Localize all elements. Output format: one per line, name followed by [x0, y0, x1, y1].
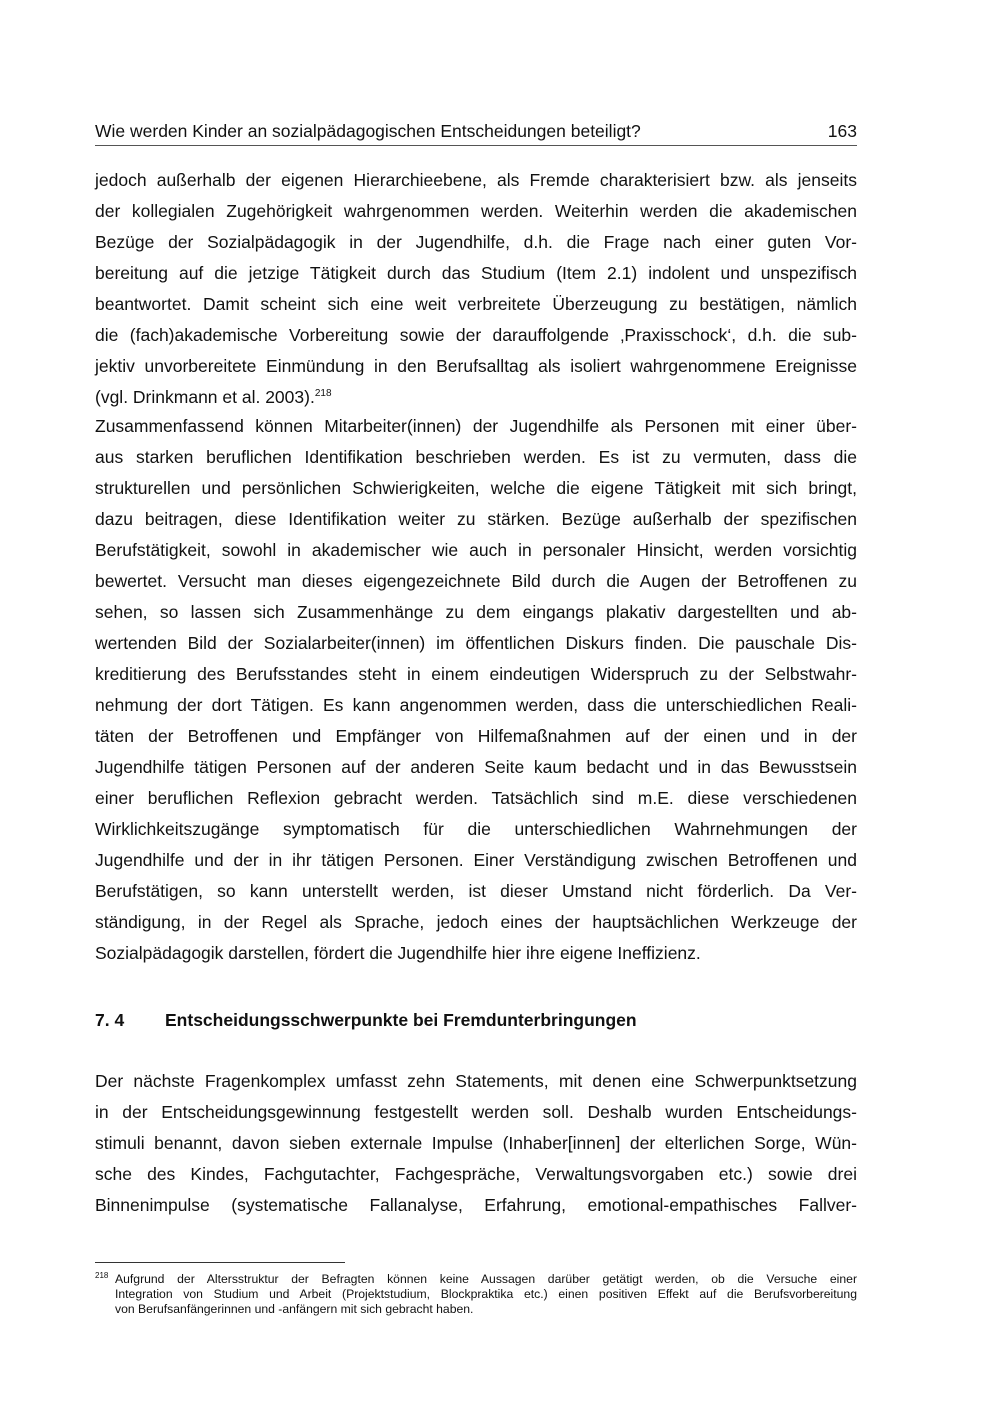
text-line: Sozialpädagogik darstellen, fördert die Jugendhilfe hier ihre eigene Ineffizienz.	[95, 943, 701, 963]
text-line: Binnenimpulse (systematische Fallanalyse, Erfahrung, emotional-empathisches Fallver-	[95, 1195, 857, 1215]
footnote-text	[115, 1272, 857, 1317]
text-line: beantwortet. Damit scheint sich eine weit verbreitete Überzeugung zu bestätigen, nämlich	[95, 294, 857, 314]
footnote-number: 218	[95, 1271, 109, 1280]
text-line: nehmung der dort Tätigen. Es kann angenommen werden, dass die unterschiedlichen Reali-	[95, 695, 857, 715]
text-line: (vgl. Drinkmann et al. 2003).	[95, 387, 315, 407]
text-line: sche des Kindes, Fachgutachter, Fachgespräche, Verwaltungsvorgaben etc.) sowie drei	[95, 1164, 857, 1184]
text-line: Jugendhilfe tätigen Personen auf der anderen Seite kaum bedacht und in das Bewusstsein	[95, 757, 857, 777]
section-title: Entscheidungsschwerpunkte bei Fremdunterbringungen	[165, 1010, 637, 1030]
header-title: Wie werden Kinder an sozialpädagogischen Entscheidungen beteiligt?	[95, 121, 641, 141]
text-line: kreditierung des Berufsstandes steht in einem eindeutigen Widerspruch zu der Selbstwahr-	[95, 664, 857, 684]
page-number: 163	[827, 121, 857, 141]
text-line: bereitung auf die jetzige Tätigkeit durch das Studium (Item 2.1) indolent und unspezifisch	[95, 263, 857, 283]
text-line: Wirklichkeitszugänge symptomatisch für die unterschiedlichen Wahrnehmungen der	[95, 819, 857, 839]
text-line: dazu beitragen, diese Identifikation weiter zu stärken. Bezüge außerhalb der spezifischen	[95, 509, 857, 529]
text-line: aus starken beruflichen Identifikation beschrieben werden. Es ist zu vermuten, dass die	[95, 447, 857, 467]
text-line: in der Entscheidungsgewinnung festgestellt werden soll. Deshalb wurden Entscheidungs-	[95, 1102, 857, 1122]
text-line: stimuli benannt, davon sieben externale Impulse (Inhaber[innen] der elterlichen Sorge, Wün-	[95, 1133, 857, 1153]
text-line: Bezüge der Sozialpädagogik in der Jugendhilfe, d.h. die Frage nach einer guten Vor-	[95, 232, 857, 252]
text-line-last	[95, 382, 857, 413]
text-line: wertenden Bild der Sozialarbeiter(innen) im öffentlichen Diskurs finden. Die pauschale Dis-	[95, 633, 857, 653]
section-heading	[95, 1006, 637, 1034]
footnote-separator	[95, 1262, 345, 1263]
text-line: ständigung, in der Regel als Sprache, jedoch eines der hauptsächlichen Werkzeuge der	[95, 912, 857, 932]
text-line: bewertet. Versucht man dieses eigengezeichnete Bild durch die Augen der Betroffenen zu	[95, 571, 857, 591]
text-line: jektiv unvorbereitete Einmündung in den Berufsalltag als isoliert wahrgenommene Ereignisse	[95, 356, 857, 376]
footnote-line: Aufgrund der Altersstruktur der Befragten können keine Aussagen darüber getätigt werden, ob die Versuche einer	[115, 1272, 857, 1286]
paragraph-2	[95, 411, 857, 969]
running-header	[95, 121, 857, 146]
text-line: strukturellen und persönlichen Schwierigkeiten, welche die eigene Tätigkeit mit sich bringt,	[95, 478, 857, 498]
text-line: einer beruflichen Reflexion gebracht werden. Tatsächlich sind m.E. diese verschiedenen	[95, 788, 857, 808]
text-line: Berufstätigen, so kann unterstellt werden, ist dieser Umstand nicht förderlich. Da Ver-	[95, 881, 857, 901]
text-line: die (fach)akademische Vorbereitung sowie der darauffolgende ‚Praxisschock‘, d.h. die sub-	[95, 325, 857, 345]
text-line: täten der Betroffenen und Empfänger von Hilfemaßnahmen auf der einen und in der	[95, 726, 857, 746]
footnote-line: Integration von Studium und Arbeit (Projektstudium, Blockpraktika etc.) einen positiven Effekt auf die Berufsvorbereitung	[115, 1287, 857, 1301]
text-line: sehen, so lassen sich Zusammenhänge zu dem eingangs plakativ dargestellten und ab-	[95, 602, 857, 622]
text-line: Zusammenfassend können Mitarbeiter(innen) der Jugendhilfe als Personen mit einer über-	[95, 416, 857, 436]
text-line: der kollegialen Zugehörigkeit wahrgenommen werden. Weiterhin werden die akademischen	[95, 201, 857, 221]
text-line: Jugendhilfe und der in ihr tätigen Personen. Einer Verständigung zwischen Betroffenen und	[95, 850, 857, 870]
footnote-reference[interactable]: 218	[314, 388, 332, 399]
paragraph-3	[95, 1066, 857, 1221]
footnote-line: von Berufsanfängerinnen und -anfängern mit sich gebracht haben.	[115, 1302, 474, 1316]
text-line: Berufstätigkeit, sowohl in akademischer wie auch in personaler Hinsicht, werden vorsichtig	[95, 540, 857, 560]
section-number: 7. 4	[95, 1010, 125, 1030]
paragraph-1	[95, 165, 857, 413]
text-line: jedoch außerhalb der eigenen Hierarchieebene, als Fremde charakterisiert bzw. als jenseits	[95, 170, 857, 190]
text-line: Der nächste Fragenkomplex umfasst zehn Statements, mit denen eine Schwerpunktsetzung	[95, 1071, 857, 1091]
